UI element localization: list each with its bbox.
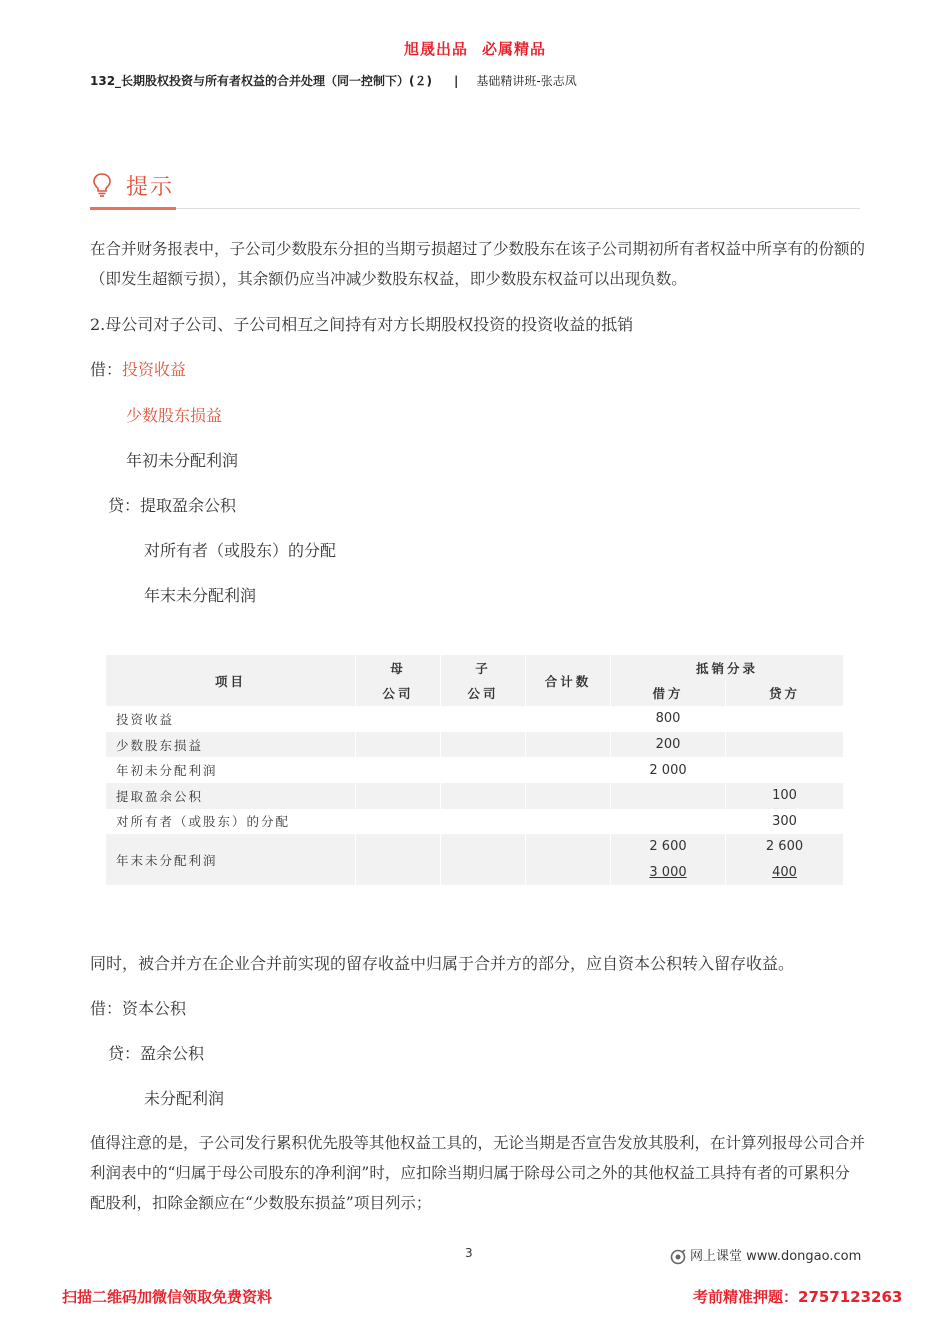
meanwhile-paragraph: 同时，被合并方在企业合并前实现的留存收益中归属于合并方的部分，应自资本公积转入留存收益。: [90, 954, 795, 973]
page-header: [90, 72, 577, 89]
credit-item: 提取盈余公积: [140, 496, 237, 515]
lightbulb-icon: [92, 172, 112, 198]
row-item: 年末未分配利润: [106, 834, 356, 885]
journal-debit-2: [90, 996, 186, 1019]
debit-label: 借：: [90, 360, 123, 379]
tip-heading: [90, 168, 860, 209]
table-row: [106, 834, 843, 860]
header-debit: 借方: [611, 681, 726, 707]
brand-left: 旭晟出品: [403, 40, 468, 58]
table-row: [106, 757, 843, 783]
header-item: 项目: [106, 655, 356, 706]
row-credit: [726, 732, 843, 758]
section-heading-2: 2.母公司对子公司、子公司相互之间持有对方长期股权投资的投资收益的抵销: [90, 315, 634, 334]
journal-credit-1: [108, 493, 236, 516]
debit-label: 借：: [90, 999, 123, 1018]
brand-right: 必属精品: [482, 40, 547, 58]
header-separator: |: [454, 74, 459, 88]
elimination-table: [106, 655, 843, 885]
credit-item: 盈余公积: [140, 1044, 205, 1063]
header-sub-top: 子: [441, 655, 526, 681]
table-row: [106, 732, 843, 758]
site-text: 网上课堂 www.dongao.com: [690, 1249, 862, 1264]
brand-banner: [0, 38, 950, 59]
header-parent-top: 母: [356, 655, 441, 681]
row-debit: [611, 809, 726, 835]
page-number: 3: [465, 1246, 473, 1260]
table-row: [106, 706, 843, 732]
lecture-title: 132_长期股权投资与所有者权益的合并处理（同一控制下）(２): [90, 74, 433, 88]
row-credit: 300: [726, 809, 843, 835]
debit-item: 资本公积: [122, 999, 187, 1018]
table-row: [106, 809, 843, 835]
credit-label: 贷：: [108, 1044, 141, 1063]
credit-item: 未分配利润: [144, 1089, 225, 1108]
course-name: 基础精讲班-张志凤: [476, 74, 577, 88]
debit-item: 投资收益: [122, 360, 187, 379]
qr-promo: 扫描二维码加微信领取免费资料: [62, 1288, 273, 1306]
journal-debit-1: [90, 357, 186, 380]
row-item: 提取盈余公积: [106, 783, 356, 809]
tip-label: 提示: [126, 175, 175, 200]
tip-paragraph: 在合并财务报表中，子公司少数股东分担的当期亏损超过了少数股东在该子公司期初所有者权益中所享有的份额的（即发生超额亏损），其余额仍应当冲减少数股东权益，即少数股东权益可以出现负数。: [90, 240, 866, 288]
debit-item: 年初未分配利润: [126, 451, 239, 470]
note-paragraph: 值得注意的是，子公司发行累积优先股等其他权益工具的，无论当期是否宣告发放其股利，在计算列报母公司合并利润表中的“归属于母公司股东的净利润”时，应扣除当期归属于除母公司之外的其他权益工具持有者的可累积分配股利，扣除金额应在“少数股东损益”项目列示；: [90, 1134, 866, 1212]
row-credit: 100: [726, 783, 843, 809]
header-total: 合计数: [526, 655, 611, 706]
tip-underline: [90, 207, 176, 210]
journal-credit-2: [108, 1041, 204, 1064]
header-credit: 贷方: [726, 681, 843, 707]
debit-total: 3 000: [649, 865, 687, 881]
row-debit: 2 600: [611, 834, 726, 860]
row-item: 投资收益: [106, 706, 356, 732]
row-item: 对所有者（或股东）的分配: [106, 809, 356, 835]
row-debit: 200: [611, 732, 726, 758]
debit-item: 少数股东损益: [126, 406, 223, 425]
row-credit: [726, 706, 843, 732]
row-debit: 2 000: [611, 757, 726, 783]
header-parent-bottom: 公司: [356, 681, 441, 707]
header-sub-bottom: 公司: [441, 681, 526, 707]
site-credit: [670, 1245, 861, 1265]
row-debit: 800: [611, 706, 726, 732]
row-debit: [611, 783, 726, 809]
credit-item: 对所有者（或股东）的分配: [144, 541, 337, 560]
contact-promo: 考前精准押题：2757123263: [693, 1288, 903, 1306]
row-item: 少数股东损益: [106, 732, 356, 758]
credit-item: 年末未分配利润: [144, 586, 257, 605]
row-credit: 2 600: [726, 834, 843, 860]
row-item: 年初未分配利润: [106, 757, 356, 783]
row-credit: [726, 757, 843, 783]
credit-label: 贷：: [108, 496, 141, 515]
header-elimination: 抵销分录: [611, 655, 843, 681]
credit-total: 400: [772, 865, 797, 881]
dongao-logo-icon: [670, 1249, 686, 1265]
table-row: [106, 783, 843, 809]
